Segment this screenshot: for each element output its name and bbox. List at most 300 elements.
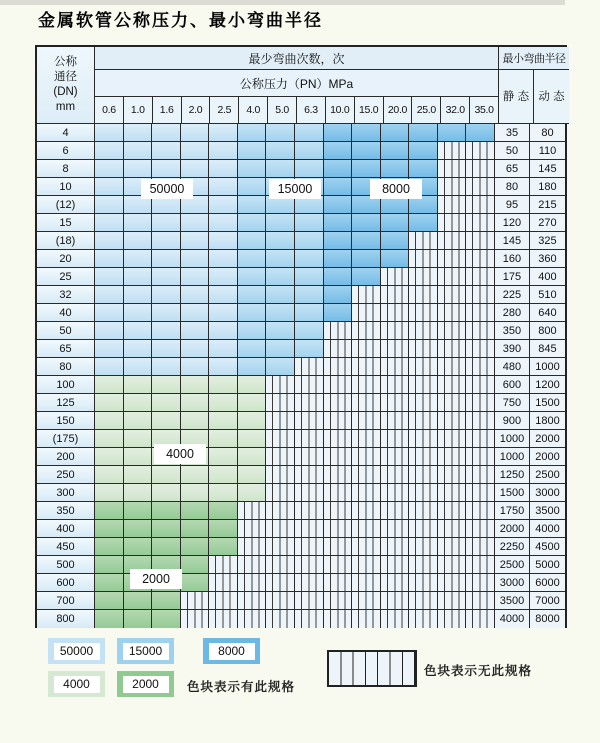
static-radius-cell: 1000 bbox=[495, 430, 530, 448]
legend-unavailable-note: 色块表示无此规格 bbox=[424, 664, 533, 678]
spec-available-cell bbox=[181, 304, 210, 322]
spec-available-cell bbox=[124, 394, 153, 412]
spec-unavailable-cell bbox=[181, 610, 210, 628]
table-header bbox=[37, 47, 565, 124]
static-radius-cell: 2000 bbox=[495, 520, 530, 538]
spec-available-cell bbox=[124, 232, 153, 250]
spec-unavailable-cell bbox=[295, 556, 324, 574]
pressure-col-header: 5.0 bbox=[268, 97, 297, 124]
dn-cell: (18) bbox=[37, 232, 95, 250]
spec-available-cell bbox=[152, 214, 181, 232]
table-row bbox=[37, 340, 565, 358]
spec-unavailable-cell bbox=[438, 358, 467, 376]
dynamic-radius-cell: 1500 bbox=[530, 394, 565, 412]
dn-cell: 450 bbox=[37, 538, 95, 556]
spec-unavailable-cell bbox=[381, 268, 410, 286]
spec-available-cell bbox=[381, 232, 410, 250]
spec-available-cell bbox=[95, 376, 124, 394]
spec-available-cell bbox=[124, 340, 153, 358]
static-radius-cell: 225 bbox=[495, 286, 530, 304]
static-radius-cell: 2500 bbox=[495, 556, 530, 574]
pressure-col-header: 4.0 bbox=[239, 97, 268, 124]
dn-cell: 125 bbox=[37, 394, 95, 412]
spec-available-cell bbox=[152, 124, 181, 142]
table-row bbox=[37, 376, 565, 394]
spec-unavailable-cell bbox=[466, 448, 495, 466]
pressure-col-header: 32.0 bbox=[441, 97, 470, 124]
spec-available-cell bbox=[295, 142, 324, 160]
dn-cell: 15 bbox=[37, 214, 95, 232]
spec-available-cell bbox=[181, 412, 210, 430]
dn-cell: 200 bbox=[37, 448, 95, 466]
spec-unavailable-cell bbox=[466, 268, 495, 286]
spec-unavailable-cell bbox=[324, 538, 353, 556]
dynamic-radius-cell: 800 bbox=[530, 322, 565, 340]
dynamic-column-header: 动 态 bbox=[534, 70, 569, 124]
spec-unavailable-cell bbox=[438, 484, 467, 502]
spec-unavailable-cell bbox=[266, 502, 295, 520]
spec-available-cell bbox=[152, 376, 181, 394]
dn-cell: 4 bbox=[37, 124, 95, 142]
legend-swatch-label: 15000 bbox=[123, 643, 169, 660]
table-row bbox=[37, 394, 565, 412]
spec-unavailable-cell bbox=[352, 376, 381, 394]
spec-available-cell bbox=[95, 178, 124, 196]
spec-unavailable-cell bbox=[466, 250, 495, 268]
dynamic-radius-cell: 2500 bbox=[530, 466, 565, 484]
spec-unavailable-cell bbox=[409, 412, 438, 430]
spec-unavailable-cell bbox=[438, 322, 467, 340]
spec-available-cell bbox=[238, 232, 267, 250]
spec-available-cell bbox=[95, 430, 124, 448]
page-title: 金属软管公称压力、最小弯曲半径 bbox=[38, 11, 323, 31]
spec-available-cell bbox=[295, 340, 324, 358]
dynamic-radius-cell: 1000 bbox=[530, 358, 565, 376]
spec-available-cell bbox=[238, 124, 267, 142]
spec-unavailable-cell bbox=[381, 322, 410, 340]
spec-available-cell bbox=[181, 250, 210, 268]
spec-available-cell bbox=[209, 214, 238, 232]
spec-unavailable-cell bbox=[438, 268, 467, 286]
spec-unavailable-cell bbox=[438, 304, 467, 322]
spec-unavailable-cell bbox=[238, 574, 267, 592]
spec-unavailable-cell bbox=[466, 304, 495, 322]
spec-unavailable-cell bbox=[352, 556, 381, 574]
spec-available-cell bbox=[381, 250, 410, 268]
bend-count-header: 最少弯曲次数，次 bbox=[95, 47, 499, 70]
spec-unavailable-cell bbox=[466, 412, 495, 430]
spec-available-cell bbox=[152, 232, 181, 250]
spec-unavailable-cell bbox=[409, 430, 438, 448]
dynamic-radius-cell: 145 bbox=[530, 160, 565, 178]
spec-available-cell bbox=[95, 124, 124, 142]
spec-available-cell bbox=[209, 304, 238, 322]
spec-unavailable-cell bbox=[352, 610, 381, 628]
table-row bbox=[37, 124, 565, 142]
table-row bbox=[37, 232, 565, 250]
table-row bbox=[37, 304, 565, 322]
spec-unavailable-cell bbox=[438, 160, 467, 178]
dn-header-line: 通径 bbox=[54, 71, 77, 83]
spec-available-cell bbox=[124, 286, 153, 304]
spec-unavailable-cell bbox=[466, 538, 495, 556]
dn-header-line: 公称 bbox=[54, 56, 77, 68]
spec-unavailable-cell bbox=[324, 466, 353, 484]
spec-available-cell bbox=[95, 610, 124, 628]
dn-cell: 500 bbox=[37, 556, 95, 574]
spec-unavailable-cell bbox=[466, 520, 495, 538]
dynamic-radius-cell: 640 bbox=[530, 304, 565, 322]
static-radius-cell: 50 bbox=[495, 142, 530, 160]
spec-unavailable-cell bbox=[295, 484, 324, 502]
spec-unavailable-cell bbox=[466, 214, 495, 232]
spec-available-cell bbox=[95, 394, 124, 412]
spec-unavailable-cell bbox=[381, 574, 410, 592]
spec-available-cell bbox=[381, 160, 410, 178]
spec-available-cell bbox=[238, 286, 267, 304]
spec-available-cell bbox=[152, 466, 181, 484]
spec-unavailable-cell bbox=[409, 286, 438, 304]
static-radius-cell: 95 bbox=[495, 196, 530, 214]
spec-available-cell bbox=[409, 124, 438, 142]
dynamic-radius-cell: 110 bbox=[530, 142, 565, 160]
spec-available-cell bbox=[152, 394, 181, 412]
spec-unavailable-cell bbox=[438, 556, 467, 574]
spec-available-cell bbox=[209, 322, 238, 340]
static-radius-cell: 750 bbox=[495, 394, 530, 412]
spec-unavailable-cell bbox=[352, 502, 381, 520]
static-radius-cell: 120 bbox=[495, 214, 530, 232]
table-row bbox=[37, 286, 565, 304]
spec-available-cell bbox=[181, 520, 210, 538]
spec-unavailable-cell bbox=[409, 484, 438, 502]
cycle-count-label: 8000 bbox=[370, 179, 422, 199]
spec-unavailable-cell bbox=[324, 394, 353, 412]
spec-unavailable-cell bbox=[352, 412, 381, 430]
spec-available-cell bbox=[352, 232, 381, 250]
spec-available-cell bbox=[209, 232, 238, 250]
spec-unavailable-cell bbox=[352, 430, 381, 448]
dynamic-radius-cell: 3000 bbox=[530, 484, 565, 502]
legend-swatch-4000 bbox=[48, 671, 105, 697]
spec-available-cell bbox=[181, 268, 210, 286]
spec-available-cell bbox=[238, 466, 267, 484]
spec-unavailable-cell bbox=[324, 592, 353, 610]
spec-available-cell bbox=[238, 412, 267, 430]
spec-available-cell bbox=[95, 268, 124, 286]
spec-available-cell bbox=[124, 160, 153, 178]
spec-unavailable-cell bbox=[381, 556, 410, 574]
spec-available-cell bbox=[238, 340, 267, 358]
dn-cell: 400 bbox=[37, 520, 95, 538]
dn-cell: 300 bbox=[37, 484, 95, 502]
static-radius-cell: 3000 bbox=[495, 574, 530, 592]
spec-unavailable-cell bbox=[466, 394, 495, 412]
dn-cell: 600 bbox=[37, 574, 95, 592]
spec-unavailable-cell bbox=[438, 340, 467, 358]
spec-unavailable-cell bbox=[266, 556, 295, 574]
spec-available-cell bbox=[352, 142, 381, 160]
scan-edge-artifact bbox=[0, 0, 565, 5]
spec-unavailable-cell bbox=[381, 484, 410, 502]
spec-unavailable-cell bbox=[381, 412, 410, 430]
spec-available-cell bbox=[238, 214, 267, 232]
spec-available-cell bbox=[324, 268, 353, 286]
spec-available-cell bbox=[124, 250, 153, 268]
spec-unavailable-cell bbox=[266, 610, 295, 628]
spec-available-cell bbox=[152, 268, 181, 286]
spec-available-cell bbox=[95, 286, 124, 304]
spec-unavailable-cell bbox=[295, 430, 324, 448]
spec-available-cell bbox=[181, 124, 210, 142]
spec-available-cell bbox=[181, 142, 210, 160]
spec-unavailable-cell bbox=[409, 340, 438, 358]
dynamic-radius-cell: 215 bbox=[530, 196, 565, 214]
spec-available-cell bbox=[295, 250, 324, 268]
spec-available-cell bbox=[95, 358, 124, 376]
spec-unavailable-cell bbox=[409, 538, 438, 556]
spec-unavailable-cell bbox=[295, 376, 324, 394]
spec-unavailable-cell bbox=[466, 592, 495, 610]
spec-available-cell bbox=[209, 484, 238, 502]
legend-swatch-15000 bbox=[117, 638, 174, 664]
spec-available-cell bbox=[238, 376, 267, 394]
cycle-count-label: 15000 bbox=[269, 179, 321, 199]
spec-available-cell bbox=[124, 268, 153, 286]
spec-unavailable-cell bbox=[324, 358, 353, 376]
spec-available-cell bbox=[124, 430, 153, 448]
spec-available-cell bbox=[209, 340, 238, 358]
legend-swatch-label: 2000 bbox=[123, 676, 169, 693]
dn-cell: 100 bbox=[37, 376, 95, 394]
spec-available-cell bbox=[209, 268, 238, 286]
spec-unavailable-cell bbox=[466, 196, 495, 214]
spec-available-cell bbox=[266, 160, 295, 178]
static-radius-cell: 1250 bbox=[495, 466, 530, 484]
spec-available-cell bbox=[352, 124, 381, 142]
dynamic-radius-cell: 270 bbox=[530, 214, 565, 232]
cycle-count-label: 4000 bbox=[154, 444, 206, 464]
dn-cell: 10 bbox=[37, 178, 95, 196]
bend-radius-header: 最小弯曲半径 bbox=[499, 47, 569, 70]
spec-unavailable-cell bbox=[381, 430, 410, 448]
spec-available-cell bbox=[152, 610, 181, 628]
dynamic-radius-cell: 4500 bbox=[530, 538, 565, 556]
dn-cell: 150 bbox=[37, 412, 95, 430]
spec-available-cell bbox=[95, 574, 124, 592]
spec-available-cell bbox=[209, 394, 238, 412]
spec-unavailable-cell bbox=[381, 304, 410, 322]
dn-cell: 6 bbox=[37, 142, 95, 160]
spec-available-cell bbox=[209, 160, 238, 178]
spec-unavailable-cell bbox=[438, 592, 467, 610]
spec-unavailable-cell bbox=[324, 520, 353, 538]
spec-available-cell bbox=[209, 466, 238, 484]
spec-unavailable-cell bbox=[438, 196, 467, 214]
dn-cell: 800 bbox=[37, 610, 95, 628]
spec-available-cell bbox=[209, 178, 238, 196]
dynamic-radius-cell: 360 bbox=[530, 250, 565, 268]
spec-unavailable-cell bbox=[238, 592, 267, 610]
dn-cell: (175) bbox=[37, 430, 95, 448]
spec-unavailable-cell bbox=[381, 340, 410, 358]
spec-available-cell bbox=[266, 268, 295, 286]
pressure-col-header: 1.6 bbox=[153, 97, 182, 124]
spec-available-cell bbox=[209, 502, 238, 520]
spec-unavailable-cell bbox=[324, 322, 353, 340]
spec-unavailable-cell bbox=[352, 286, 381, 304]
spec-available-cell bbox=[209, 376, 238, 394]
dynamic-radius-cell: 2000 bbox=[530, 448, 565, 466]
spec-unavailable-cell bbox=[266, 376, 295, 394]
spec-available-cell bbox=[295, 322, 324, 340]
spec-unavailable-cell bbox=[438, 502, 467, 520]
dn-header-line: (DN) bbox=[53, 86, 78, 98]
spec-unavailable-cell bbox=[438, 142, 467, 160]
dn-cell: 50 bbox=[37, 322, 95, 340]
spec-available-cell bbox=[181, 286, 210, 304]
legend-swatch-2000 bbox=[117, 671, 174, 697]
spec-unavailable-cell bbox=[438, 520, 467, 538]
dn-header-line: mm bbox=[55, 101, 76, 113]
table-row bbox=[37, 556, 565, 574]
spec-available-cell bbox=[295, 286, 324, 304]
spec-unavailable-cell bbox=[324, 610, 353, 628]
spec-unavailable-cell bbox=[466, 142, 495, 160]
spec-unavailable-cell bbox=[381, 376, 410, 394]
spec-unavailable-cell bbox=[438, 376, 467, 394]
static-column-header: 静 态 bbox=[499, 70, 534, 124]
spec-unavailable-cell bbox=[409, 304, 438, 322]
dynamic-radius-cell: 8000 bbox=[530, 610, 565, 628]
spec-available-cell bbox=[95, 304, 124, 322]
spec-available-cell bbox=[95, 538, 124, 556]
spec-available-cell bbox=[295, 304, 324, 322]
spec-available-cell bbox=[352, 250, 381, 268]
spec-unavailable-cell bbox=[381, 358, 410, 376]
spec-unavailable-cell bbox=[466, 358, 495, 376]
spec-available-cell bbox=[266, 286, 295, 304]
spec-available-cell bbox=[181, 358, 210, 376]
spec-unavailable-cell bbox=[352, 340, 381, 358]
spec-unavailable-cell bbox=[324, 484, 353, 502]
legend-swatch-label: 8000 bbox=[209, 643, 255, 660]
spec-available-cell bbox=[181, 376, 210, 394]
spec-unavailable-cell bbox=[381, 394, 410, 412]
spec-unavailable-cell bbox=[324, 502, 353, 520]
spec-available-cell bbox=[152, 358, 181, 376]
legend-swatch-8000 bbox=[203, 638, 260, 664]
spec-unavailable-cell bbox=[266, 538, 295, 556]
spec-available-cell bbox=[181, 484, 210, 502]
spec-unavailable-cell bbox=[409, 268, 438, 286]
table-row bbox=[37, 250, 565, 268]
dynamic-radius-cell: 5000 bbox=[530, 556, 565, 574]
spec-available-cell bbox=[95, 520, 124, 538]
table-row bbox=[37, 358, 565, 376]
spec-available-cell bbox=[324, 214, 353, 232]
spec-available-cell bbox=[181, 502, 210, 520]
spec-unavailable-cell bbox=[295, 448, 324, 466]
spec-available-cell bbox=[266, 214, 295, 232]
dynamic-radius-cell: 325 bbox=[530, 232, 565, 250]
spec-unavailable-cell bbox=[324, 340, 353, 358]
spec-unavailable-cell bbox=[238, 538, 267, 556]
dn-cell: 8 bbox=[37, 160, 95, 178]
spec-available-cell bbox=[352, 214, 381, 232]
spec-available-cell bbox=[95, 484, 124, 502]
spec-unavailable-cell bbox=[466, 232, 495, 250]
spec-available-cell bbox=[152, 592, 181, 610]
spec-available-cell bbox=[124, 304, 153, 322]
static-radius-cell: 160 bbox=[495, 250, 530, 268]
pressure-col-header: 2.5 bbox=[210, 97, 239, 124]
spec-available-cell bbox=[266, 232, 295, 250]
spec-unavailable-cell bbox=[209, 556, 238, 574]
static-radius-cell: 175 bbox=[495, 268, 530, 286]
spec-unavailable-cell bbox=[381, 448, 410, 466]
spec-unavailable-cell bbox=[438, 610, 467, 628]
table-body bbox=[37, 124, 565, 628]
spec-available-cell bbox=[209, 448, 238, 466]
spec-available-cell bbox=[238, 250, 267, 268]
dynamic-radius-cell: 7000 bbox=[530, 592, 565, 610]
static-radius-cell: 65 bbox=[495, 160, 530, 178]
spec-available-cell bbox=[209, 124, 238, 142]
table-row bbox=[37, 322, 565, 340]
spec-unavailable-cell bbox=[438, 448, 467, 466]
spec-unavailable-cell bbox=[352, 592, 381, 610]
table-row bbox=[37, 268, 565, 286]
spec-available-cell bbox=[266, 358, 295, 376]
spec-available-cell bbox=[152, 538, 181, 556]
spec-unavailable-cell bbox=[238, 502, 267, 520]
spec-unavailable-cell bbox=[466, 610, 495, 628]
spec-unavailable-cell bbox=[324, 412, 353, 430]
spec-available-cell bbox=[152, 322, 181, 340]
spec-available-cell bbox=[238, 196, 267, 214]
static-radius-cell: 280 bbox=[495, 304, 530, 322]
spec-available-cell bbox=[209, 538, 238, 556]
spec-available-cell bbox=[124, 376, 153, 394]
spec-available-cell bbox=[209, 250, 238, 268]
spec-available-cell bbox=[124, 502, 153, 520]
spec-unavailable-cell bbox=[238, 520, 267, 538]
legend-swatch-50000 bbox=[48, 638, 105, 664]
spec-unavailable-cell bbox=[352, 574, 381, 592]
spec-unavailable-cell bbox=[266, 466, 295, 484]
spec-available-cell bbox=[95, 448, 124, 466]
table-row bbox=[37, 430, 565, 448]
static-radius-cell: 1000 bbox=[495, 448, 530, 466]
spec-available-cell bbox=[152, 412, 181, 430]
spec-available-cell bbox=[295, 124, 324, 142]
spec-available-cell bbox=[209, 286, 238, 304]
table-row bbox=[37, 592, 565, 610]
spec-available-cell bbox=[295, 160, 324, 178]
spec-available-cell bbox=[438, 124, 467, 142]
static-radius-cell: 80 bbox=[495, 178, 530, 196]
spec-unavailable-cell bbox=[409, 574, 438, 592]
spec-available-cell bbox=[324, 286, 353, 304]
table-row bbox=[37, 484, 565, 502]
table-row bbox=[37, 538, 565, 556]
spec-unavailable-cell bbox=[466, 556, 495, 574]
spec-available-cell bbox=[238, 322, 267, 340]
spec-available-cell bbox=[181, 574, 210, 592]
spec-available-cell bbox=[124, 412, 153, 430]
dynamic-radius-cell: 845 bbox=[530, 340, 565, 358]
